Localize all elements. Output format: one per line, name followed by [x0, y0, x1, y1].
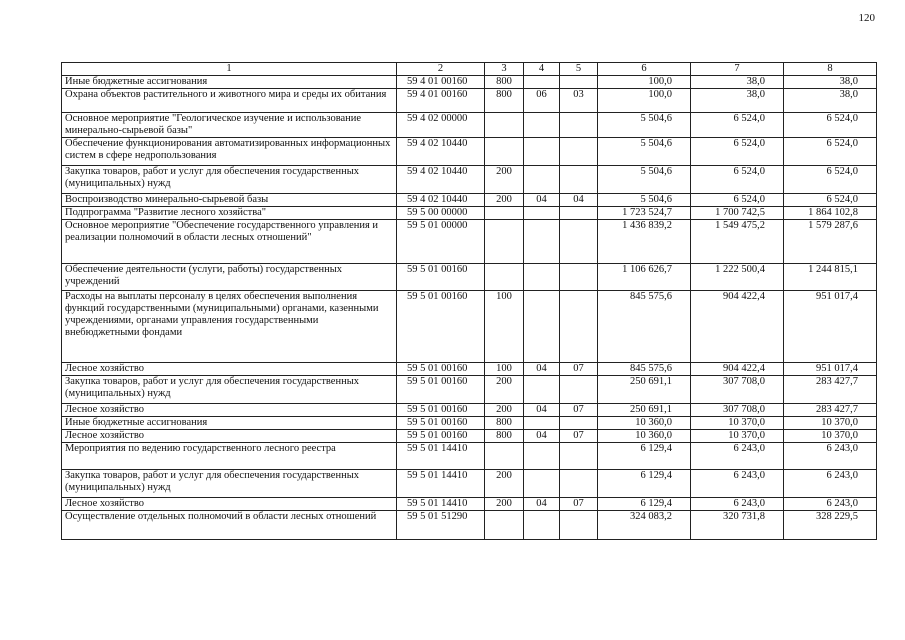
row-col8-value: 38,0 [784, 76, 877, 89]
row-subsection-cell [560, 220, 598, 264]
table-row [62, 417, 877, 430]
table-row [62, 404, 877, 417]
row-subsection-cell [560, 166, 598, 194]
row-subsection-cell [560, 376, 598, 404]
row-col7-value: 6 243,0 [691, 498, 784, 511]
row-col8-value: 328 229,5 [784, 511, 877, 540]
header-cell: 1 [62, 63, 397, 76]
row-name-cell: Расходы на выплаты персоналу в целях обеспечения выполнения функций государственными (муниципальными) органами, казенными учреждениями, органами управления государственными внебюджетными фондами [62, 291, 397, 363]
row-expense-type-cell [485, 138, 524, 166]
row-col6-value: 1 436 839,2 [598, 220, 691, 264]
row-code-cell: 59 5 01 00160 [397, 430, 485, 443]
table-row [62, 113, 877, 138]
row-expense-type-cell: 200 [485, 194, 524, 207]
table-row [62, 363, 877, 376]
row-col8-value: 1 864 102,8 [784, 207, 877, 220]
row-name-cell: Иные бюджетные ассигнования [62, 76, 397, 89]
row-section-cell: 04 [524, 430, 560, 443]
row-col6-value: 6 129,4 [598, 498, 691, 511]
page-number: 120 [858, 12, 875, 24]
row-name-cell: Основное мероприятие "Обеспечение государственного управления и реализации полномочий в области лесных отношений" [62, 220, 397, 264]
row-name-cell: Обеспечение деятельности (услуги, работы) государственных учреждений [62, 264, 397, 291]
row-section-cell [524, 291, 560, 363]
row-col8-value: 10 370,0 [784, 417, 877, 430]
row-subsection-cell [560, 113, 598, 138]
row-col7-value: 10 370,0 [691, 430, 784, 443]
row-col7-value: 6 243,0 [691, 443, 784, 470]
row-section-cell: 04 [524, 498, 560, 511]
row-section-cell: 04 [524, 194, 560, 207]
row-section-cell: 04 [524, 363, 560, 376]
row-subsection-cell [560, 138, 598, 166]
row-col6-value: 10 360,0 [598, 430, 691, 443]
row-col8-value: 283 427,7 [784, 376, 877, 404]
row-expense-type-cell: 200 [485, 470, 524, 498]
row-col8-value: 951 017,4 [784, 363, 877, 376]
row-col8-value: 283 427,7 [784, 404, 877, 417]
row-expense-type-cell: 800 [485, 76, 524, 89]
row-col8-value: 1 579 287,6 [784, 220, 877, 264]
table-row [62, 207, 877, 220]
row-code-cell: 59 5 01 00160 [397, 291, 485, 363]
row-section-cell [524, 220, 560, 264]
row-name-cell: Обеспечение функционирования автоматизированных информационных систем в сфере недропользования [62, 138, 397, 166]
row-code-cell: 59 4 02 10440 [397, 138, 485, 166]
row-col8-value: 951 017,4 [784, 291, 877, 363]
row-col7-value: 6 524,0 [691, 138, 784, 166]
row-section-cell [524, 207, 560, 220]
row-col6-value: 5 504,6 [598, 138, 691, 166]
row-col7-value: 1 222 500,4 [691, 264, 784, 291]
row-section-cell [524, 76, 560, 89]
row-section-cell [524, 417, 560, 430]
row-col8-value: 6 524,0 [784, 113, 877, 138]
row-col6-value: 6 129,4 [598, 470, 691, 498]
header-cell: 5 [560, 63, 598, 76]
budget-table [61, 62, 877, 540]
row-col6-value: 845 575,6 [598, 363, 691, 376]
row-subsection-cell: 07 [560, 430, 598, 443]
row-code-cell: 59 5 01 14410 [397, 498, 485, 511]
row-col6-value: 5 504,6 [598, 166, 691, 194]
row-section-cell [524, 470, 560, 498]
row-name-cell: Мероприятия по ведению государственного лесного реестра [62, 443, 397, 470]
row-subsection-cell: 07 [560, 498, 598, 511]
header-cell: 8 [784, 63, 877, 76]
row-col6-value: 100,0 [598, 89, 691, 113]
row-subsection-cell: 03 [560, 89, 598, 113]
header-cell: 4 [524, 63, 560, 76]
row-col6-value: 5 504,6 [598, 113, 691, 138]
row-expense-type-cell [485, 443, 524, 470]
row-name-cell: Лесное хозяйство [62, 430, 397, 443]
row-subsection-cell: 04 [560, 194, 598, 207]
table-row [62, 194, 877, 207]
table-row [62, 166, 877, 194]
table-row [62, 511, 877, 540]
row-col6-value: 100,0 [598, 76, 691, 89]
row-col7-value: 6 524,0 [691, 194, 784, 207]
table-row [62, 498, 877, 511]
row-subsection-cell: 07 [560, 363, 598, 376]
row-name-cell: Лесное хозяйство [62, 363, 397, 376]
row-col7-value: 1 700 742,5 [691, 207, 784, 220]
row-col6-value: 845 575,6 [598, 291, 691, 363]
row-col7-value: 904 422,4 [691, 363, 784, 376]
row-code-cell: 59 4 02 10440 [397, 166, 485, 194]
row-code-cell: 59 5 00 00000 [397, 207, 485, 220]
row-col7-value: 38,0 [691, 76, 784, 89]
row-expense-type-cell [485, 220, 524, 264]
row-code-cell: 59 5 01 14410 [397, 470, 485, 498]
row-subsection-cell [560, 264, 598, 291]
row-section-cell: 04 [524, 404, 560, 417]
row-code-cell: 59 5 01 00160 [397, 363, 485, 376]
row-expense-type-cell: 200 [485, 498, 524, 511]
row-expense-type-cell [485, 207, 524, 220]
row-subsection-cell [560, 470, 598, 498]
row-expense-type-cell: 100 [485, 291, 524, 363]
row-name-cell: Осуществление отдельных полномочий в области лесных отношений [62, 511, 397, 540]
row-expense-type-cell: 200 [485, 166, 524, 194]
header-cell: 6 [598, 63, 691, 76]
row-col7-value: 307 708,0 [691, 404, 784, 417]
row-section-cell [524, 113, 560, 138]
table-row [62, 443, 877, 470]
row-section-cell: 06 [524, 89, 560, 113]
row-col6-value: 250 691,1 [598, 376, 691, 404]
row-expense-type-cell: 100 [485, 363, 524, 376]
row-subsection-cell: 07 [560, 404, 598, 417]
row-name-cell: Иные бюджетные ассигнования [62, 417, 397, 430]
row-code-cell: 59 5 01 00160 [397, 376, 485, 404]
row-code-cell: 59 4 02 00000 [397, 113, 485, 138]
row-expense-type-cell: 200 [485, 404, 524, 417]
row-section-cell [524, 138, 560, 166]
row-name-cell: Воспроизводство минерально-сырьевой базы [62, 194, 397, 207]
row-code-cell: 59 4 01 00160 [397, 89, 485, 113]
row-col6-value: 10 360,0 [598, 417, 691, 430]
row-col8-value: 6 524,0 [784, 166, 877, 194]
row-subsection-cell [560, 207, 598, 220]
row-name-cell: Охрана объектов растительного и животного мира и среды их обитания [62, 89, 397, 113]
row-subsection-cell [560, 511, 598, 540]
row-code-cell: 59 5 01 14410 [397, 443, 485, 470]
row-code-cell: 59 5 01 00160 [397, 417, 485, 430]
row-col7-value: 6 243,0 [691, 470, 784, 498]
row-name-cell: Лесное хозяйство [62, 404, 397, 417]
row-section-cell [524, 166, 560, 194]
row-col7-value: 1 549 475,2 [691, 220, 784, 264]
row-name-cell: Подпрограмма "Развитие лесного хозяйства" [62, 207, 397, 220]
row-expense-type-cell: 800 [485, 430, 524, 443]
header-cell: 2 [397, 63, 485, 76]
row-col6-value: 6 129,4 [598, 443, 691, 470]
row-code-cell: 59 4 02 10440 [397, 194, 485, 207]
row-expense-type-cell: 800 [485, 89, 524, 113]
row-col8-value: 6 524,0 [784, 138, 877, 166]
row-section-cell [524, 376, 560, 404]
table-row [62, 470, 877, 498]
row-expense-type-cell: 800 [485, 417, 524, 430]
row-col7-value: 904 422,4 [691, 291, 784, 363]
row-col6-value: 1 723 524,7 [598, 207, 691, 220]
header-cell: 3 [485, 63, 524, 76]
row-name-cell: Закупка товаров, работ и услуг для обеспечения государственных (муниципальных) нужд [62, 376, 397, 404]
row-col6-value: 1 106 626,7 [598, 264, 691, 291]
row-subsection-cell [560, 76, 598, 89]
table-row [62, 264, 877, 291]
row-col6-value: 250 691,1 [598, 404, 691, 417]
row-section-cell [524, 443, 560, 470]
row-col7-value: 10 370,0 [691, 417, 784, 430]
row-col6-value: 324 083,2 [598, 511, 691, 540]
row-name-cell: Основное мероприятие "Геологическое изучение и использование минерально-сырьевой базы" [62, 113, 397, 138]
table-row [62, 89, 877, 113]
row-expense-type-cell [485, 113, 524, 138]
table-row [62, 291, 877, 363]
table-row [62, 430, 877, 443]
header-cell: 7 [691, 63, 784, 76]
row-code-cell: 59 4 01 00160 [397, 76, 485, 89]
row-name-cell: Лесное хозяйство [62, 498, 397, 511]
row-col8-value: 1 244 815,1 [784, 264, 877, 291]
row-name-cell: Закупка товаров, работ и услуг для обеспечения государственных (муниципальных) нужд [62, 166, 397, 194]
row-subsection-cell [560, 291, 598, 363]
row-code-cell: 59 5 01 51290 [397, 511, 485, 540]
row-subsection-cell [560, 417, 598, 430]
row-subsection-cell [560, 443, 598, 470]
row-col8-value: 6 524,0 [784, 194, 877, 207]
row-code-cell: 59 5 01 00160 [397, 264, 485, 291]
row-code-cell: 59 5 01 00000 [397, 220, 485, 264]
row-col7-value: 38,0 [691, 89, 784, 113]
row-name-cell: Закупка товаров, работ и услуг для обеспечения государственных (муниципальных) нужд [62, 470, 397, 498]
row-col7-value: 6 524,0 [691, 113, 784, 138]
row-expense-type-cell [485, 264, 524, 291]
table-row [62, 220, 877, 264]
row-code-cell: 59 5 01 00160 [397, 404, 485, 417]
row-col7-value: 6 524,0 [691, 166, 784, 194]
table-row [62, 76, 877, 89]
table-header-row [62, 63, 877, 76]
row-section-cell [524, 511, 560, 540]
row-col7-value: 320 731,8 [691, 511, 784, 540]
row-col8-value: 10 370,0 [784, 430, 877, 443]
table-row [62, 376, 877, 404]
row-col8-value: 38,0 [784, 89, 877, 113]
row-section-cell [524, 264, 560, 291]
row-expense-type-cell: 200 [485, 376, 524, 404]
row-col7-value: 307 708,0 [691, 376, 784, 404]
row-expense-type-cell [485, 511, 524, 540]
row-col8-value: 6 243,0 [784, 470, 877, 498]
row-col8-value: 6 243,0 [784, 443, 877, 470]
row-col8-value: 6 243,0 [784, 498, 877, 511]
row-col6-value: 5 504,6 [598, 194, 691, 207]
table-row [62, 138, 877, 166]
